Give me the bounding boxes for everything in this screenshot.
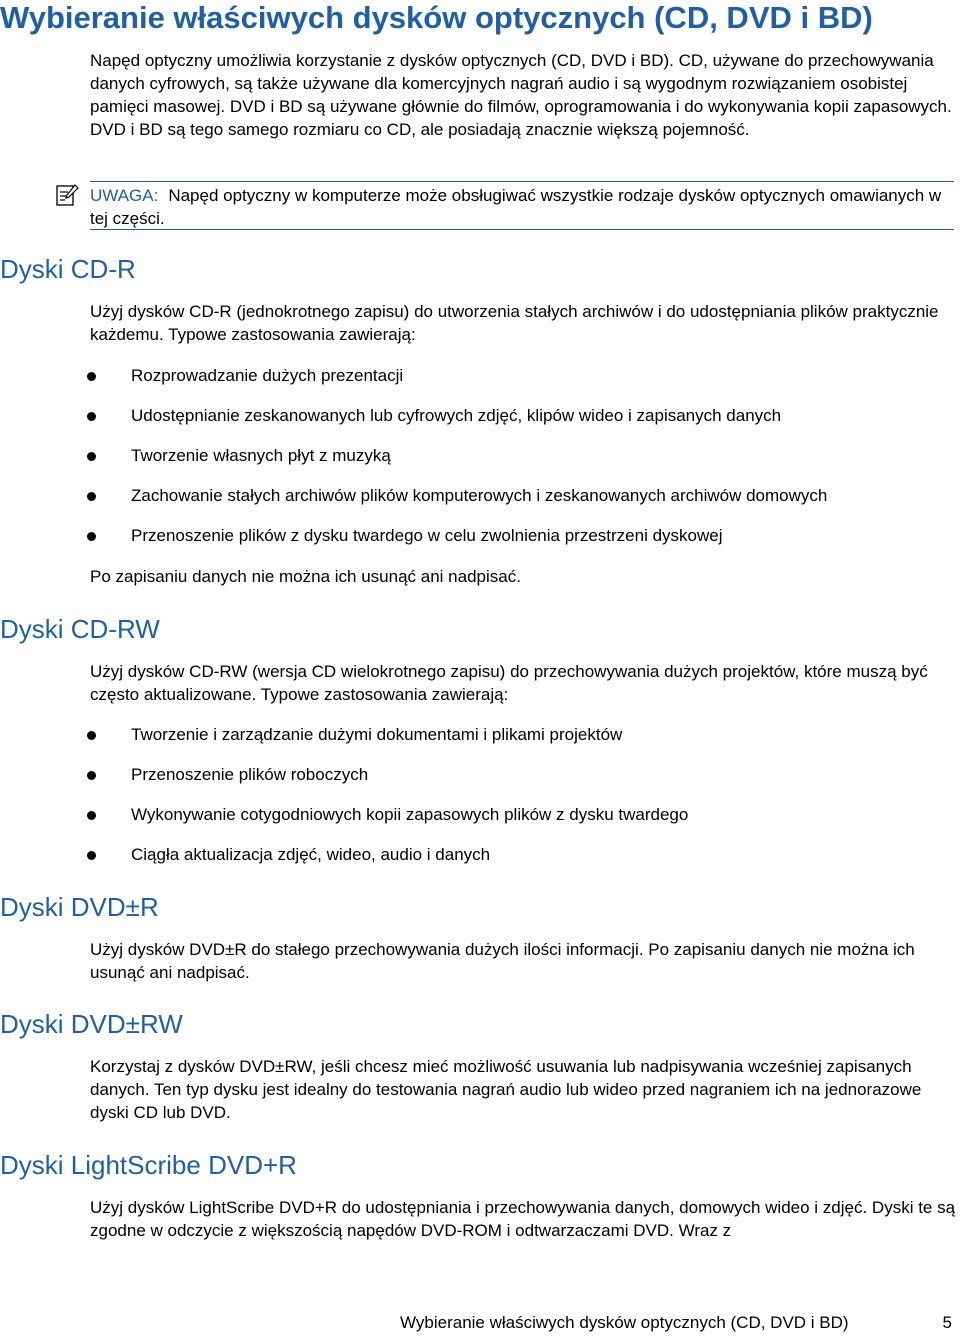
page-number: 5: [942, 1313, 952, 1332]
bullet-icon: [87, 452, 96, 461]
bullet-icon: [87, 492, 96, 501]
list-item-text: Tworzenie własnych płyt z muzyką: [131, 446, 391, 465]
list-item-text: Wykonywanie cotygodniowych kopii zapasowych plików z dysku twardego: [131, 805, 689, 824]
dvd-r-paragraph: Użyj dysków DVD±R do stałego przechowywania dużych ilości informacji. Po zapisaniu danych nie można ich usunąć ani nadpisać.: [90, 940, 915, 982]
note-text: Napęd optyczny w komputerze może obsługiwać wszystkie rodzaje dysków optycznych omawianych w tej części.: [90, 186, 942, 228]
list-item-text: Przenoszenie plików roboczych: [131, 765, 369, 784]
note-box: [90, 181, 954, 230]
heading-cd-r: Dyski CD-R: [0, 254, 136, 284]
list-item-text: Rozprowadzanie dużych prezentacji: [131, 366, 404, 385]
cd-r-after-paragraph: Po zapisaniu danych nie można ich usunąć ani nadpisać.: [90, 567, 521, 586]
note-label: UWAGA:: [90, 186, 159, 205]
heading-lightscribe: Dyski LightScribe DVD+R: [0, 1150, 297, 1180]
bullet-icon: [87, 412, 96, 421]
list-item-text: Ciągła aktualizacja zdjęć, wideo, audio i danych: [131, 845, 491, 864]
cd-r-paragraph: Użyj dysków CD-R (jednokrotnego zapisu) do utworzenia stałych archiwów i do udostępniania plików praktycznie każdemu. Typowe zastosowania zawierają:: [90, 302, 939, 344]
heading-cd-rw: Dyski CD-RW: [0, 614, 160, 644]
lightscribe-paragraph: Użyj dysków LightScribe DVD+R do udostępniania i przechowywania danych, domowych wideo i zdjęć. Dyski te są zgodne w odczycie z większością napędów DVD-ROM i odtwarzaczami DVD. Wraz z: [90, 1198, 956, 1240]
bullet-icon: [87, 851, 96, 860]
bullet-icon: [87, 811, 96, 820]
page-title: Wybieranie właściwych dysków optycznych (CD, DVD i BD): [0, 0, 873, 35]
list-item-text: Udostępnianie zeskanowanych lub cyfrowych zdjęć, klipów wideo i zapisanych danych: [131, 406, 782, 425]
list-item-text: Zachowanie stałych archiwów plików komputerowych i zeskanowanych archiwów domowych: [131, 486, 828, 505]
footer-title: Wybieranie właściwych dysków optycznych (CD, DVD i BD): [400, 1313, 849, 1332]
list-item-text: Tworzenie i zarządzanie dużymi dokumentami i plikami projektów: [131, 725, 623, 744]
page-footer: [400, 1311, 956, 1334]
note-pencil-icon: [55, 183, 79, 207]
bullet-icon: [87, 532, 96, 541]
dvd-rw-paragraph: Korzystaj z dysków DVD±RW, jeśli chcesz mieć możliwość usuwania lub nadpisywania wcześniej zapisanych danych. Ten typ dysku jest idealny do testowania nagrań audio lub wideo przed nagraniem ich na jednorazowe dyski CD lub DVD.: [90, 1057, 922, 1122]
bullet-icon: [87, 372, 96, 381]
list-item-text: Przenoszenie plików z dysku twardego w celu zwolnienia przestrzeni dyskowej: [131, 526, 723, 545]
bullet-icon: [87, 731, 96, 740]
heading-dvd-rw: Dyski DVD±RW: [0, 1009, 183, 1039]
heading-dvd-r: Dyski DVD±R: [0, 892, 159, 922]
bullet-icon: [87, 771, 96, 780]
cd-rw-paragraph: Użyj dysków CD-RW (wersja CD wielokrotnego zapisu) do przechowywania dużych projektów, które muszą być często aktualizowane. Typowe zastosowania zawierają:: [90, 662, 928, 704]
intro-paragraph: Napęd optyczny umożliwia korzystanie z dysków optycznych (CD, DVD i BD). CD, używane do przechowywania danych cyfrowych, są także używane dla komercyjnych nagrań audio i są wygodnym rozwiązaniem osobistej pamięci masowej. DVD i BD są używane głównie do filmów, oprogramowania i do wykonywania kopii zapasowych. DVD i BD są tego samego rozmiaru co CD, ale posiadają znacznie większą pojemność.: [90, 51, 952, 139]
